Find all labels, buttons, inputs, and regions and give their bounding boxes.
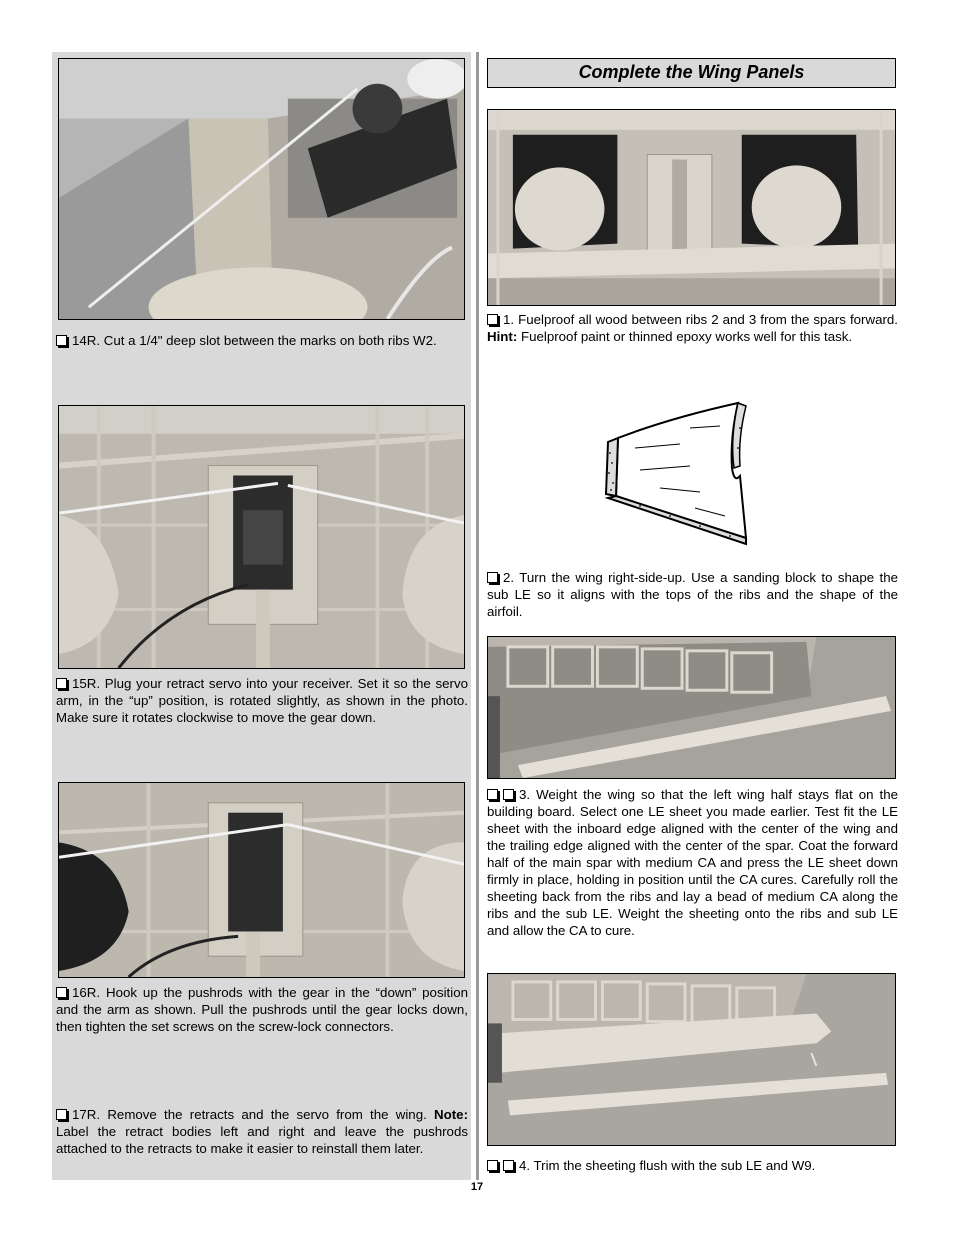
checkbox-4a[interactable] — [487, 1160, 498, 1171]
checkbox-3a[interactable] — [487, 789, 498, 800]
step-3-text: 3. Weight the wing so that the left wing half stays flat on the building board. Select one LE sheet you made earlier. Test fit the LE sheet with the inboard edge aligned with the center of the wing and the trailing edge aligned with the center of the spar. Coat the forward half of the main spar with medium CA and press the LE sheet down firmly in place, holding in position until the CA cures. Carefully roll the sheeting back from the ribs and lay a bead of medium CA along the ribs and the sub LE. Weight the sheeting onto the ribs and sub LE and allow the CA to cure. — [487, 787, 898, 938]
step-4 — [487, 1157, 898, 1174]
hint-label: Hint: — [487, 329, 518, 344]
step-15r — [56, 675, 468, 726]
checkbox-3b[interactable] — [503, 789, 514, 800]
step-14r-text: 14R. Cut a 1/4" deep slot between the marks on both ribs W2. — [72, 333, 437, 348]
section-title: Complete the Wing Panels — [487, 58, 896, 88]
note-label: Note: — [434, 1107, 468, 1122]
step-17r-text: 17R. Remove the retracts and the servo from the wing. — [72, 1107, 435, 1122]
checkbox-15r[interactable] — [56, 678, 67, 689]
step-14r — [56, 332, 468, 349]
page-number: 17 — [470, 1181, 484, 1193]
step-4-text: 4. Trim the sheeting flush with the sub LE and W9. — [519, 1158, 816, 1173]
photo-retract-servo — [58, 405, 465, 669]
step-2 — [487, 569, 898, 620]
step-16r-text: 16R. Hook up the pushrods with the gear in the “down” position and the arm as shown. Pull the pushrods until the gear locks down, then tighten the set screws on the screw-lock connectors. — [56, 985, 468, 1034]
checkbox-16r[interactable] — [56, 987, 67, 998]
step-17r — [56, 1106, 468, 1157]
step-3 — [487, 786, 898, 939]
drawing-sub-le-airfoil — [600, 398, 752, 548]
checkbox-14r[interactable] — [56, 335, 67, 346]
checkbox-4b[interactable] — [503, 1160, 514, 1171]
step-1-text: 1. Fuelproof all wood between ribs 2 and 3 from the spars forward. — [503, 312, 898, 327]
column-divider — [476, 52, 479, 1180]
photo-pushrods — [58, 782, 465, 978]
step-16r — [56, 984, 468, 1035]
photo-sheeting-trim — [487, 973, 896, 1146]
photo-le-sheet-fit — [487, 636, 896, 779]
photo-servo-slot — [58, 58, 465, 320]
photo-fuelproof — [487, 109, 896, 306]
step-2-text: 2. Turn the wing right-side-up. Use a sanding block to shape the sub LE so it aligns with the tops of the ribs and the shape of the airfoil. — [487, 570, 898, 619]
step-15r-text: 15R. Plug your retract servo into your receiver. Set it so the servo arm, in the “up” position, is rotated slightly, as shown in the photo. Make sure it rotates clockwise to move the gear down. — [56, 676, 468, 725]
checkbox-2[interactable] — [487, 572, 498, 583]
checkbox-1[interactable] — [487, 314, 498, 325]
step-1 — [487, 311, 898, 345]
step-17r-text-cont: Label the retract bodies left and right and leave the pushrods attached to the retracts to make it easier to reinstall them later. — [56, 1124, 468, 1156]
checkbox-17r[interactable] — [56, 1109, 67, 1120]
step-1-text-cont: Fuelproof paint or thinned epoxy works well for this task. — [517, 329, 853, 344]
